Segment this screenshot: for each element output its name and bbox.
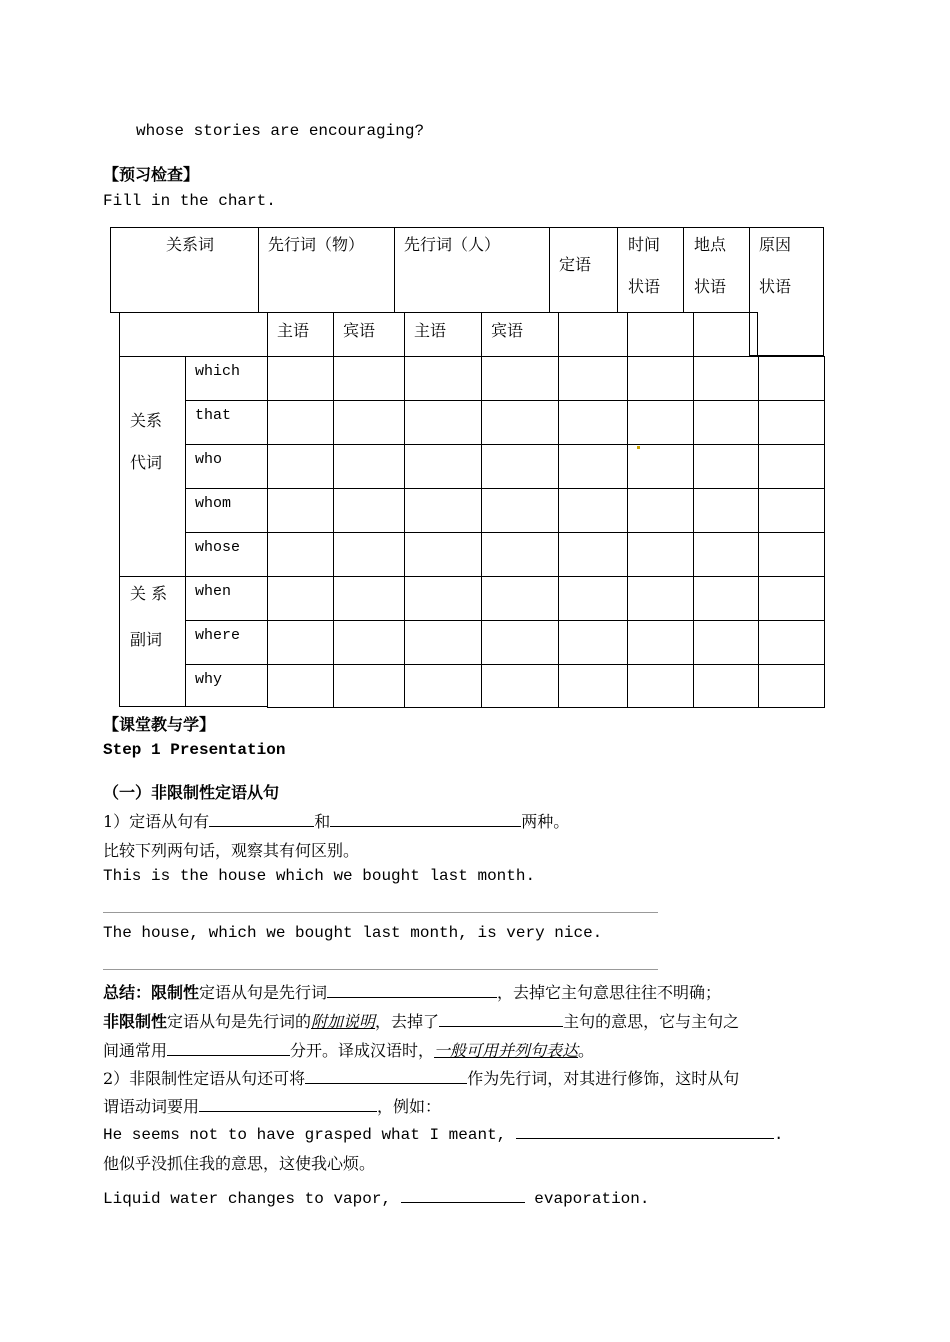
group-pronoun-2: 代词	[130, 453, 163, 472]
summary-line-2	[103, 1009, 739, 1032]
answer-cell[interactable]	[758, 488, 825, 533]
answer-cell[interactable]	[404, 576, 482, 621]
answer-cell[interactable]	[693, 400, 759, 445]
header-reason-adv-2: 状语	[759, 277, 792, 296]
answer-cell[interactable]	[404, 532, 482, 577]
answer-cell[interactable]	[693, 620, 759, 665]
answer-line-2[interactable]	[103, 969, 658, 970]
answer-cell[interactable]	[693, 488, 759, 533]
nr-text3: 主句的意思，它与主句之	[563, 1012, 740, 1031]
summary-blank-1[interactable]	[327, 983, 497, 998]
answer-cell[interactable]	[333, 444, 405, 489]
header-antecedent-thing: 先行词（物）	[268, 235, 365, 254]
answer-cell[interactable]	[333, 356, 405, 401]
header2-person-subject: 主语	[414, 321, 447, 340]
preview-instruction: Fill in the chart.	[103, 192, 276, 210]
word-that: that	[195, 407, 232, 424]
answer-cell[interactable]	[627, 532, 694, 577]
answer-cell[interactable]	[267, 356, 334, 401]
header2-attributive-cell	[558, 312, 628, 357]
answer-cell[interactable]	[627, 488, 694, 533]
answer-cell[interactable]	[693, 444, 759, 489]
group-adverb-1: 关 系	[130, 584, 168, 603]
q2-c: 谓语动词要用	[103, 1097, 200, 1116]
word-who: who	[195, 451, 223, 468]
answer-cell[interactable]	[558, 444, 628, 489]
answer-cell[interactable]	[558, 400, 628, 445]
lesson-heading: 【课堂教与学】	[103, 715, 216, 734]
header2-thing-subject: 主语	[277, 321, 310, 340]
compare-instruction: 比较下列两句话，观察其有何区别。	[103, 841, 360, 860]
q2-b: 作为先行词，对其进行修饰，这时从句	[467, 1069, 740, 1088]
stray-mark	[637, 446, 640, 449]
answer-cell[interactable]	[558, 532, 628, 577]
question-2-line-2	[103, 1094, 441, 1117]
answer-cell[interactable]	[627, 664, 694, 708]
ex1-blank[interactable]	[516, 1124, 774, 1139]
nr-line2-a: 间通常用	[103, 1041, 168, 1060]
answer-cell[interactable]	[333, 620, 405, 665]
ex1-end: .	[773, 1126, 784, 1144]
ex2-text: Liquid water changes to vapor,	[103, 1190, 401, 1208]
word-whose: whose	[195, 539, 241, 556]
q2-blank-2[interactable]	[199, 1097, 377, 1112]
answer-cell[interactable]	[404, 620, 482, 665]
answer-cell[interactable]	[404, 664, 482, 708]
header2-person-object: 宾语	[491, 321, 524, 340]
header-time-adv-1: 时间	[628, 235, 661, 254]
preview-heading: 【预习检查】	[103, 165, 200, 184]
word-which: which	[195, 363, 241, 380]
answer-cell[interactable]	[758, 664, 825, 708]
answer-cell[interactable]	[693, 532, 759, 577]
answer-cell[interactable]	[481, 620, 559, 665]
answer-cell[interactable]	[627, 400, 694, 445]
header2-place-cell	[693, 312, 758, 357]
nr-text2: ，去掉了	[375, 1012, 440, 1031]
answer-cell[interactable]	[558, 576, 628, 621]
header-attributive: 定语	[559, 255, 592, 274]
example-1-chinese: 他似乎没抓住我的意思，这使我心烦。	[103, 1154, 376, 1173]
answer-cell[interactable]	[481, 444, 559, 489]
answer-cell[interactable]	[333, 488, 405, 533]
ex1-text: He seems not to have grasped what I meant,	[103, 1126, 516, 1144]
q2-blank-1[interactable]	[305, 1069, 467, 1084]
answer-cell[interactable]	[267, 620, 334, 665]
answer-cell[interactable]	[267, 400, 334, 445]
summary-restrictive: 限制性	[151, 983, 200, 1002]
answer-cell[interactable]	[627, 620, 694, 665]
answer-cell[interactable]	[693, 576, 759, 621]
nr-text1: 定语从句是先行词的	[167, 1012, 312, 1031]
header-place-adv-1: 地点	[694, 235, 727, 254]
sentence-1: This is the house which we bought last month.	[103, 867, 536, 885]
answer-cell[interactable]	[558, 488, 628, 533]
answer-cell[interactable]	[404, 444, 482, 489]
answer-cell[interactable]	[333, 532, 405, 577]
answer-cell[interactable]	[758, 532, 825, 577]
nr-emphasis-2: 一般可用并列句表达	[434, 1041, 579, 1060]
word-whom: whom	[195, 495, 232, 512]
answer-cell[interactable]	[481, 356, 559, 401]
summary-line-1	[103, 980, 721, 1003]
answer-cell[interactable]	[627, 444, 694, 489]
section1-title: （一）非限制性定语从句	[103, 783, 280, 802]
sentence-2: The house, which we bought last month, is very nice.	[103, 924, 603, 942]
summary-r-text: 定语从句是先行词	[199, 983, 328, 1002]
answer-cell[interactable]	[481, 488, 559, 533]
summary-line-3	[103, 1038, 594, 1061]
answer-cell[interactable]	[333, 400, 405, 445]
word-where: where	[195, 627, 241, 644]
answer-cell[interactable]	[404, 488, 482, 533]
summary-r-end: ，去掉它主句意思往往不明确；	[497, 983, 722, 1002]
answer-cell[interactable]	[267, 444, 334, 489]
answer-cell[interactable]	[481, 400, 559, 445]
q2-d: ，例如：	[377, 1097, 442, 1116]
word-why: why	[195, 671, 223, 688]
example-1-english	[103, 1124, 783, 1144]
summary-label: 总结：	[103, 983, 152, 1002]
question-1	[103, 809, 569, 832]
header-time-adv-2: 状语	[628, 277, 661, 296]
q1-blank-2[interactable]	[330, 812, 521, 827]
answer-cell[interactable]	[404, 400, 482, 445]
answer-cell[interactable]	[693, 664, 759, 708]
ex2-blank[interactable]	[401, 1188, 525, 1203]
answer-cell[interactable]	[404, 356, 482, 401]
header2-empty-cell	[119, 312, 268, 357]
header-antecedent-person: 先行词（人）	[404, 235, 501, 254]
nr-line2-end: 。	[578, 1041, 595, 1060]
group-pronoun-1: 关系	[130, 411, 163, 430]
group-adverb-2: 副词	[130, 630, 163, 649]
answer-cell[interactable]	[758, 356, 825, 401]
answer-line-1[interactable]	[103, 912, 658, 913]
intro-line: whose stories are encouraging?	[136, 122, 425, 140]
summary-blank-3[interactable]	[167, 1041, 290, 1056]
q1-pre: 1）定语从句有	[103, 812, 210, 831]
header-reason-adv-1: 原因	[759, 235, 792, 254]
word-when: when	[195, 583, 232, 600]
ex2-end: evaporation.	[524, 1190, 650, 1208]
answer-cell[interactable]	[481, 576, 559, 621]
answer-cell[interactable]	[758, 620, 825, 665]
answer-cell[interactable]	[333, 576, 405, 621]
answer-cell[interactable]	[693, 356, 759, 401]
answer-cell[interactable]	[627, 356, 694, 401]
question-2-line-1	[103, 1066, 739, 1089]
answer-cell[interactable]	[481, 532, 559, 577]
answer-cell[interactable]	[267, 576, 334, 621]
q1-post: 两种。	[521, 812, 570, 831]
header2-thing-object: 宾语	[343, 321, 376, 340]
nr-line2-b: 分开。译成汉语时，	[290, 1041, 435, 1060]
answer-cell[interactable]	[558, 620, 628, 665]
answer-cell[interactable]	[267, 488, 334, 533]
summary-blank-2[interactable]	[439, 1012, 563, 1027]
nr-emphasis-1: 附加说明	[311, 1012, 376, 1031]
step-title: Step 1 Presentation	[103, 741, 286, 759]
header-relword: 关系词	[166, 235, 215, 254]
q2-a: 2）非限制性定语从句还可将	[103, 1069, 306, 1088]
header-place-adv-2: 状语	[694, 277, 727, 296]
example-2-english	[103, 1188, 649, 1208]
q1-blank-1[interactable]	[209, 812, 314, 827]
nonrestrictive-label: 非限制性	[103, 1012, 168, 1031]
header2-time-cell	[627, 312, 694, 357]
answer-cell[interactable]	[481, 664, 559, 708]
answer-cell[interactable]	[267, 532, 334, 577]
answer-cell[interactable]	[267, 664, 334, 708]
answer-cell[interactable]	[558, 356, 628, 401]
answer-cell[interactable]	[758, 400, 825, 445]
answer-cell[interactable]	[627, 576, 694, 621]
answer-cell[interactable]	[758, 576, 825, 621]
q1-and: 和	[314, 812, 331, 831]
answer-cell[interactable]	[558, 664, 628, 708]
answer-cell[interactable]	[758, 444, 825, 489]
answer-cell[interactable]	[333, 664, 405, 708]
